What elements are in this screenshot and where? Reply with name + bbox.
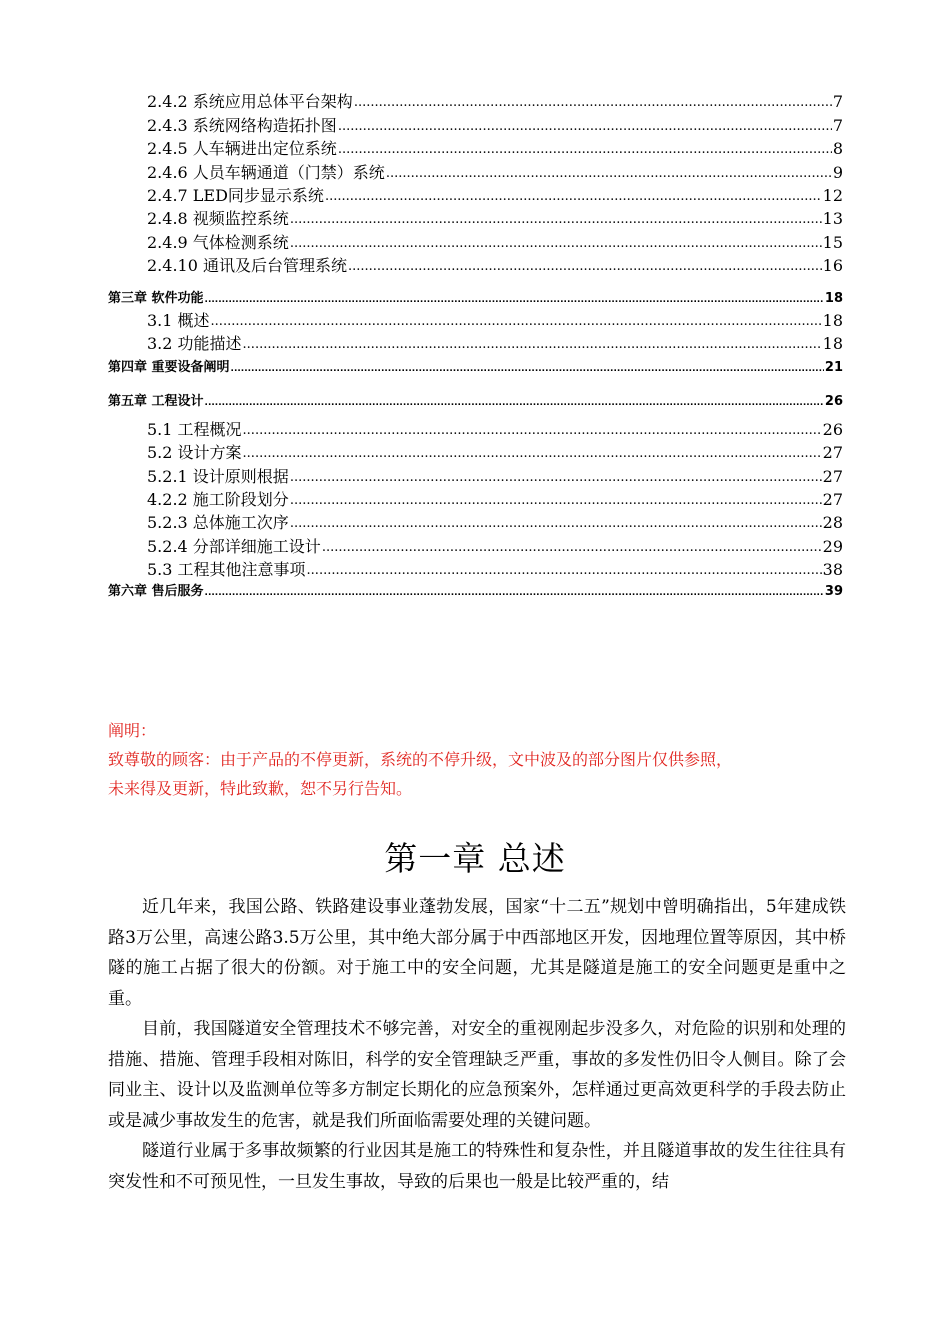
- toc-entry-label: 第三章 软件功能: [108, 291, 204, 307]
- toc-entry-label: 5.3 工程其他注意事项: [147, 560, 306, 580]
- toc-entry[interactable]: [108, 534, 843, 557]
- toc-leader-dots: [290, 517, 822, 534]
- toc-entry-label: 第六章 售后服务: [108, 584, 204, 600]
- toc-leader-dots: [322, 541, 822, 558]
- toc-entry-page: 26: [824, 393, 843, 409]
- toc-leader-dots: [386, 167, 832, 184]
- toc-entry[interactable]: [108, 411, 843, 441]
- notice-heading: 阐明：: [108, 721, 157, 740]
- toc-entry-label: 2.4.10 通讯及后台管理系统: [147, 256, 347, 276]
- toc-entry-label: 3.1 概述: [147, 310, 210, 330]
- toc-entry-label: 5.1 工程概况: [147, 419, 242, 439]
- toc-leader-dots: [231, 365, 824, 377]
- toc-leader-dots: [205, 399, 824, 411]
- toc-leader-dots: [338, 143, 832, 160]
- toc-entry-page: 18: [822, 310, 843, 330]
- body-paragraph: 近几年来，我国公路、铁路建设事业蓬勃发展，国家“十二五”规划中曾明确指出，5年建成铁路3万公里，高速公路3.5万公里，其中绝大部分属于中西部地区开发，因地理位置等原因，其中桥隧的施工占据了很大的份额。对于施工中的安全问题，尤其是隧道是施工的安全问题更是重中之重。: [108, 897, 846, 1009]
- toc-entry[interactable]: [108, 90, 843, 113]
- toc-entry-page: 28: [822, 513, 843, 533]
- toc-entry-page: 27: [822, 443, 843, 463]
- toc-entry-page: 12: [822, 185, 843, 205]
- body-paragraph: 目前，我国隧道安全管理技术不够完善，对安全的重视刚起步没多久，对危险的识别和处理的措施、措施、管理手段相对陈旧，科学的安全管理缺乏严重，事故的多发性仍旧令人侧目。除了会同业主、设计以及监测单位等多方制定长期化的应急预案外，怎样通过更高效更科学的手段去防止或是减少事故发生的危害，就是我们所面临需要处理的关键问题。: [108, 1019, 846, 1131]
- toc-leader-dots: [211, 315, 822, 332]
- toc-leader-dots: [290, 213, 822, 230]
- toc-entry-page: 18: [822, 333, 843, 353]
- toc-entry[interactable]: [108, 441, 843, 464]
- notice-block: [108, 716, 848, 803]
- notice-line: 未来得及更新，特此致歉，恕不另行告知。: [108, 779, 413, 798]
- toc-leader-dots: [290, 471, 822, 488]
- toc-entry-page: 8: [832, 139, 843, 159]
- toc-entry-page: 16: [822, 256, 843, 276]
- toc-entry-label: 2.4.8 视频监控系统: [147, 209, 289, 229]
- toc-entry-label: 第五章 工程设计: [108, 393, 204, 409]
- toc-leader-dots: [243, 338, 822, 355]
- table-of-contents: [108, 90, 843, 601]
- toc-leader-dots: [205, 589, 824, 601]
- toc-entry-page: 21: [824, 359, 843, 375]
- chapter-body: [108, 892, 846, 1197]
- toc-entry[interactable]: [108, 230, 843, 253]
- toc-entry-label: 3.2 功能描述: [147, 333, 242, 353]
- toc-entry-page: 27: [822, 490, 843, 510]
- toc-entry-label: 2.4.9 气体检测系统: [147, 232, 289, 252]
- toc-entry-page: 39: [824, 584, 843, 600]
- toc-leader-dots: [338, 120, 832, 137]
- toc-entry-page: 27: [822, 466, 843, 486]
- toc-entry-page: 13: [822, 209, 843, 229]
- toc-entry[interactable]: [108, 184, 843, 207]
- toc-entry-label: 4.2.2 施工阶段划分: [147, 490, 289, 510]
- toc-chapter-entry[interactable]: [108, 581, 843, 601]
- toc-entry-page: 18: [824, 291, 843, 307]
- toc-leader-dots: [243, 447, 822, 464]
- toc-entry-page: 26: [822, 419, 843, 439]
- toc-leader-dots: [290, 237, 822, 254]
- toc-entry-label: 2.4.2 系统应用总体平台架构: [147, 92, 353, 112]
- toc-entry-page: 7: [832, 92, 843, 112]
- toc-entry-label: 5.2.3 总体施工次序: [147, 513, 289, 533]
- toc-entry-label: 2.4.7 LED同步显示系统: [147, 185, 324, 205]
- toc-leader-dots: [354, 96, 832, 113]
- toc-chapter-entry[interactable]: [108, 277, 843, 308]
- body-paragraph: 隧道行业属于多事故频繁的行业因其是施工的特殊性和复杂性，并且隧道事故的发生往往具有突发性和不可预见性，一旦发生事故，导致的后果也一般是比较严重的，结: [108, 1141, 846, 1192]
- toc-entry-label: 5.2.4 分部详细施工设计: [147, 536, 321, 556]
- toc-chapter-entry[interactable]: [108, 377, 843, 411]
- toc-entry-page: 29: [822, 536, 843, 556]
- toc-entry[interactable]: [108, 332, 843, 355]
- toc-entry[interactable]: [108, 488, 843, 511]
- toc-chapter-entry[interactable]: [108, 355, 843, 377]
- toc-entry[interactable]: [108, 113, 843, 136]
- toc-entry[interactable]: [108, 207, 843, 230]
- toc-entry-label: 2.4.5 人车辆进出定位系统: [147, 139, 337, 159]
- toc-entry[interactable]: [108, 308, 843, 331]
- toc-entry-page: 38: [822, 560, 843, 580]
- toc-entry[interactable]: [108, 254, 843, 277]
- toc-entry[interactable]: [108, 160, 843, 183]
- toc-leader-dots: [325, 190, 822, 207]
- toc-leader-dots: [348, 260, 822, 277]
- toc-leader-dots: [290, 494, 822, 511]
- toc-entry[interactable]: [108, 558, 843, 581]
- toc-entry-label: 2.4.6 人员车辆通道（门禁）系统: [147, 162, 385, 182]
- toc-entry[interactable]: [108, 511, 843, 534]
- toc-leader-dots: [243, 424, 822, 441]
- toc-entry-label: 第四章 重要设备阐明: [108, 359, 230, 375]
- toc-entry-label: 5.2 设计方案: [147, 443, 242, 463]
- toc-entry-label: 5.2.1 设计原则根据: [147, 466, 289, 486]
- toc-entry-label: 2.4.3 系统网络构造拓扑图: [147, 115, 337, 135]
- notice-line: 致尊敬的顾客：由于产品的不停更新，系统的不停升级，文中波及的部分图片仅供参照，: [108, 750, 733, 769]
- toc-entry[interactable]: [108, 464, 843, 487]
- toc-leader-dots: [307, 564, 822, 581]
- chapter-title: 第一章 总述: [384, 839, 566, 878]
- toc-entry-page: 15: [822, 232, 843, 252]
- toc-entry-page: 7: [832, 115, 843, 135]
- toc-entry[interactable]: [108, 137, 843, 160]
- toc-leader-dots: [205, 296, 824, 308]
- toc-entry-page: 9: [832, 162, 843, 182]
